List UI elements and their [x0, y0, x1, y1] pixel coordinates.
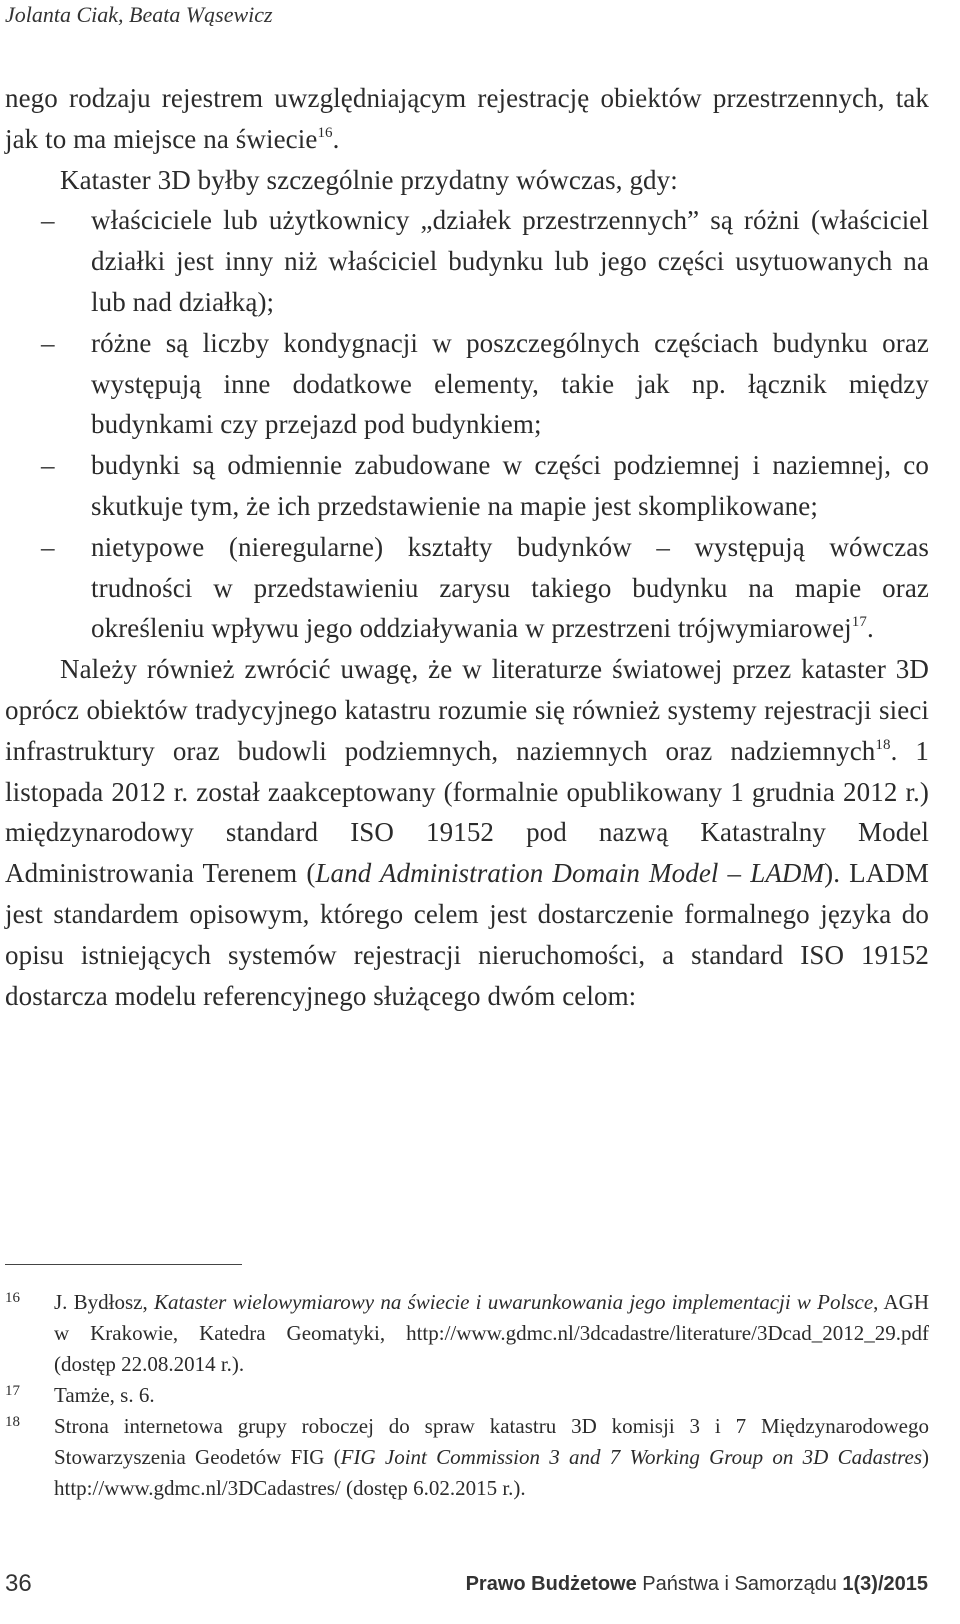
journal-title-bold: Prawo Budżetowe [465, 1573, 637, 1595]
condition-list [5, 200, 929, 649]
list-item [5, 445, 929, 527]
journal-issue: 1(3)/2015 [842, 1573, 928, 1595]
footnote-text: Tamże, s. 6. [54, 1383, 155, 1407]
dash-bullet: – [41, 205, 55, 236]
list-item-text: budynki są odmiennie zabudowane w części podziemnej i naziemnej, co skutkuje tym, że ich przedstawienie na mapie jest skomplikowane; [91, 450, 929, 521]
footnote-text: ) http://www.gdmc.nl/3DCadastres/ (dostęp 6.02.2015 r.). [54, 1445, 929, 1500]
footnote-text: Strona internetowa grupy roboczej do spraw katastru 3D komisji 3 i 7 Międzynarodowego Stowarzyszenia Geodetów FIG ( [54, 1414, 929, 1469]
footnote-divider [5, 1264, 242, 1265]
journal-title-rest: Państwa i Samorządu [636, 1573, 843, 1595]
footnote-title: FIG Joint Commission 3 and 7 Working Group on 3D Cadastres [340, 1445, 922, 1469]
paragraph-1 [5, 78, 929, 160]
list-item [5, 200, 929, 322]
footnote-ref-16[interactable]: 16 [317, 124, 333, 141]
journal-footer [466, 1573, 928, 1596]
footnote-ref-17[interactable]: 17 [851, 614, 867, 631]
dash-bullet: – [41, 450, 55, 481]
footnote-text: J. Bydłosz, [54, 1290, 154, 1314]
paragraph-3 [5, 649, 929, 1016]
paragraph-1-end: . [332, 123, 340, 154]
main-text [5, 78, 929, 1016]
footnote-number: 18 [5, 1414, 20, 1430]
paragraph-1-text: nego rodzaju rejestrem uwzględniającym rejestrację obiektów przestrzennych, tak jak to ma miejsce na świecie [5, 83, 929, 154]
footnotes [5, 1287, 929, 1504]
paragraph-3-text-a: Należy również zwrócić uwagę, że w literaturze światowej przez kataster 3D oprócz obiektów tradycyjnego katastru rozumie się również systemy rejestracji sieci infrastruktury oraz budowli podziemnych, naziemnych oraz nadziemnych [5, 654, 929, 766]
list-item-text: nietypowe (nieregularne) kształty budynków – występują wówczas trudności w przedstawieniu zarysu takiego budynku na mapie oraz określeniu wpływu jego oddziaływania w przestrzeni trójwymiarowej [91, 531, 929, 644]
footnote-title: Kataster wielowymiarowy na świecie i uwarunkowania jego implementacji w Polsce [154, 1290, 874, 1314]
running-header: Jolanta Ciak, Beata Wąsewicz [5, 2, 273, 27]
footnote-number: 17 [5, 1383, 20, 1399]
list-item-text: właściciele lub użytkownicy „działek przestrzennych” są różni (właściciel działki jest inny niż właściciel budynku lub jego części usytuowanych na lub nad działką); [91, 205, 929, 317]
footnote-18 [5, 1411, 929, 1504]
footnote-text: , AGH w Krakowie, Katedra Geomatyki, http://www.gdmc.nl/3dcadastre/literature/3Dcad_2012_29.pdf (dostęp 22.08.2014 r.). [54, 1290, 929, 1376]
paragraph-3-text-c: ). LADM jest standardem opisowym, którego celem jest dostarczenie formalnego języka do opisu istniejących systemów rejestracji nieruchomości, a standard ISO 19152 dostarcza modelu referencyjnego służącego dwóm celom: [5, 858, 929, 1011]
footnote-16 [5, 1287, 929, 1380]
footnote-number: 16 [5, 1290, 20, 1306]
dash-bullet: – [41, 327, 55, 358]
footnote-ref-18[interactable]: 18 [875, 736, 891, 753]
list-item-end: . [866, 613, 874, 644]
page-number: 36 [5, 1570, 32, 1597]
ladm-term: Land Administration Domain Model – LADM [315, 858, 825, 889]
footnote-17 [5, 1380, 929, 1411]
dash-bullet: – [41, 531, 55, 562]
list-item [5, 527, 929, 649]
list-item-text: różne są liczby kondygnacji w poszczególnych częściach budynku oraz występują inne dodatkowe elementy, takie jak np. łącznik między budynkami czy przejazd pod budynkiem; [91, 327, 929, 440]
paragraph-2-intro: Kataster 3D byłby szczególnie przydatny wówczas, gdy: [60, 164, 678, 195]
paragraph-3-text-b: . 1 listopada 2012 r. został zaakceptowany (formalnie opublikowany 1 grudnia 2012 r.) międzynarodowy standard ISO 19152 pod nazwą Katastralny Model Administrowania Terenem ( [5, 735, 929, 889]
list-item [5, 323, 929, 445]
